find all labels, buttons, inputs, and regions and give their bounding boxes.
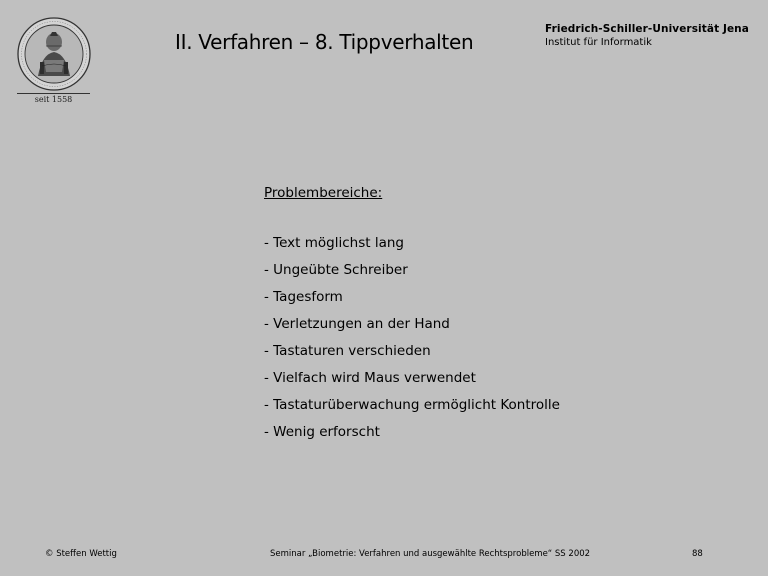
list-item: - Vielfach wird Maus verwendet [264,370,476,386]
content-heading: Problembereiche: [264,185,383,201]
list-item: - Tastaturüberwachung ermöglicht Kontrolle [264,397,560,413]
list-item: - Tastaturen verschieden [264,343,431,359]
footer-author: © Steffen Wettig [45,549,117,559]
footer-seminar: Seminar „Biometrie: Verfahren und ausgewählte Rechtsprobleme“ SS 2002 [270,549,591,559]
list-item: - Verletzungen an der Hand [264,316,450,332]
list-item: - Ungeübte Schreiber [264,262,408,278]
list-item: - Tagesform [264,289,343,305]
slide-title: II. Verfahren – 8. Tippverhalten [175,30,474,54]
problem-list [264,235,560,451]
list-item: - Wenig erforscht [264,424,380,440]
institute-name: Institut für Informatik [545,37,652,48]
university-seal-logo [16,16,92,98]
list-item: - Text möglichst lang [264,235,404,251]
seal-caption: seit 1558 [34,95,73,104]
university-name: Friedrich-Schiller-Universität Jena [545,23,749,35]
seal-divider [17,93,90,94]
slide-content [264,185,560,451]
footer-page-number: 88 [692,549,703,559]
